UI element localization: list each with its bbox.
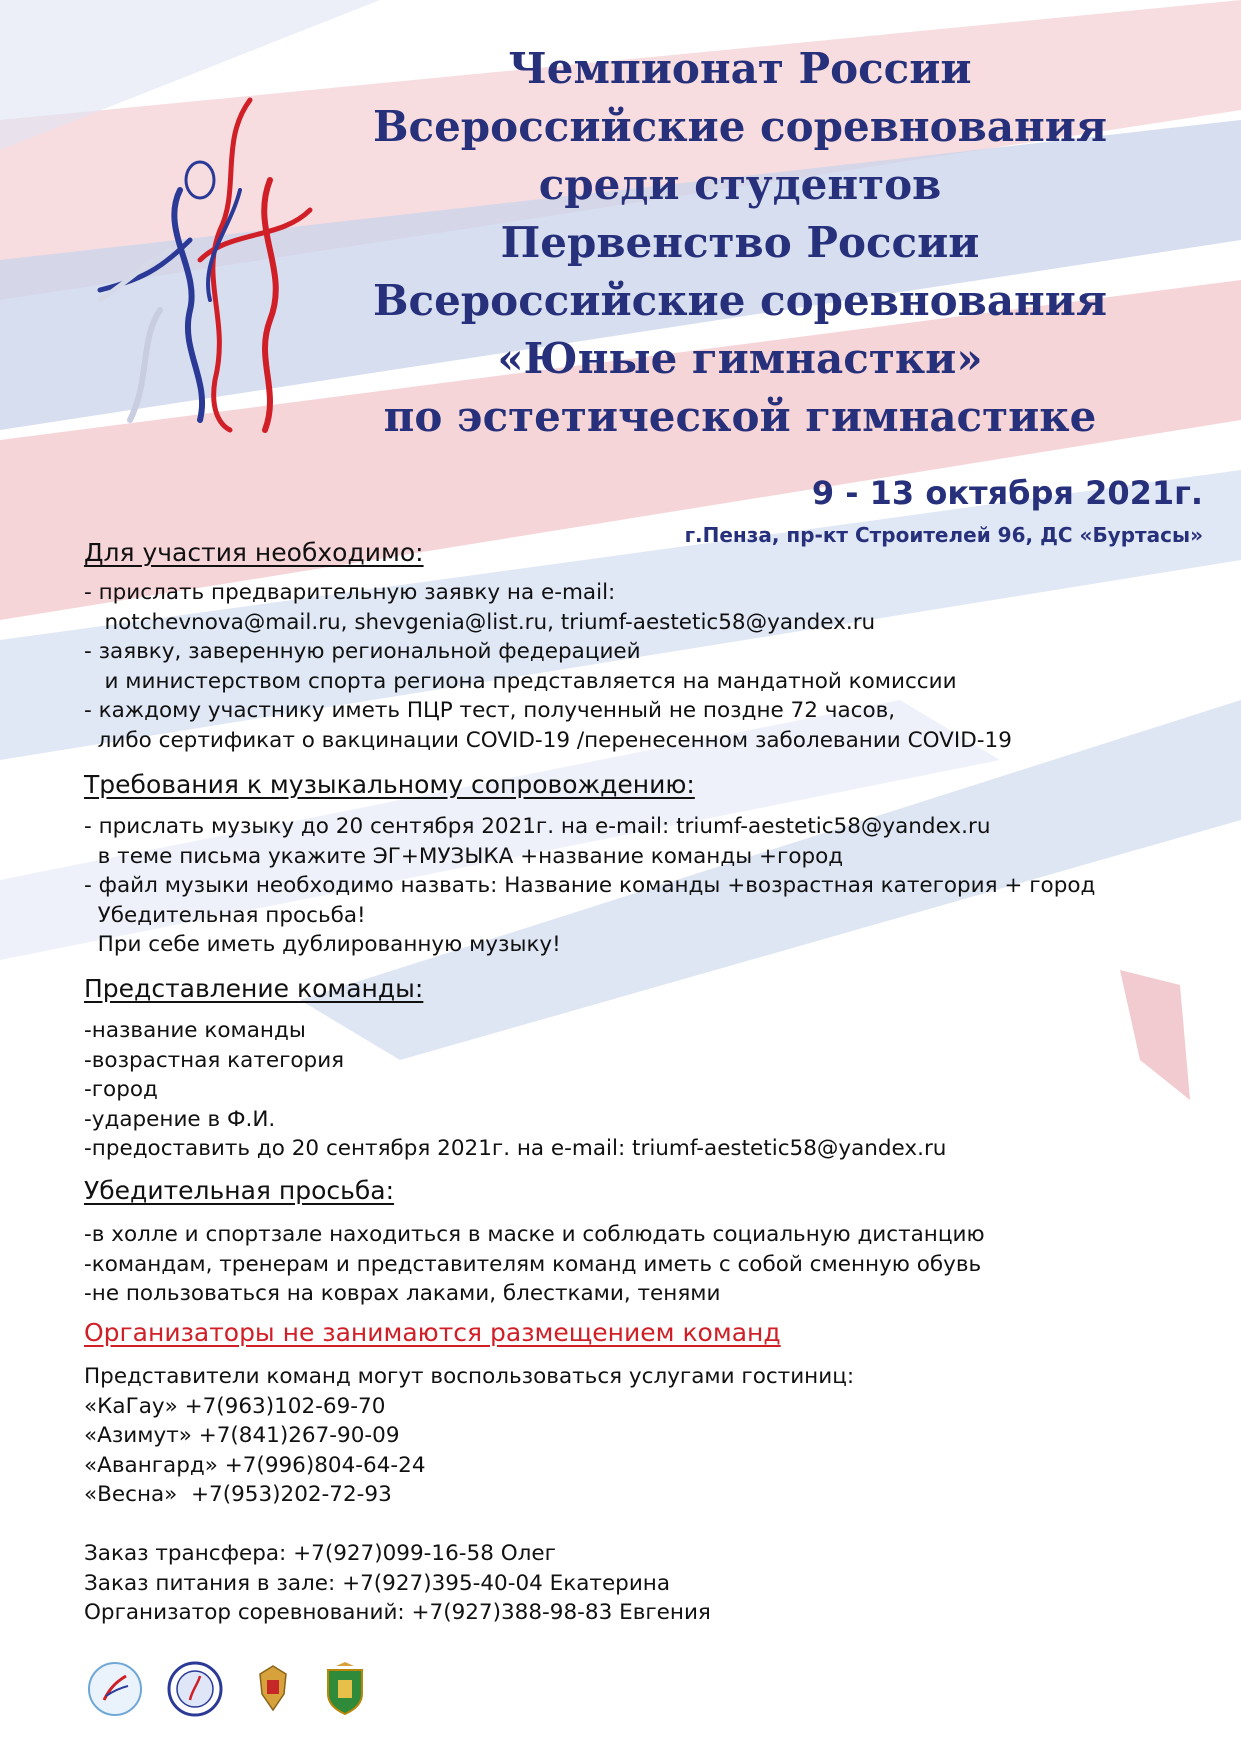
- list-item: - прислать предварительную заявку на e-mail:: [84, 580, 616, 605]
- list-item: Организатор соревнований: +7(927)388-98-83 Евгения: [84, 1600, 711, 1625]
- list-item: Заказ трансфера: +7(927)099-16-58 Олег: [84, 1541, 556, 1566]
- event-dates: 9 - 13 октября 2021г.: [811, 474, 1203, 512]
- list-item: в теме письма укажите ЭГ+МУЗЫКА +название команды +город: [84, 843, 844, 869]
- event-title: [330, 40, 1150, 446]
- list-item: либо сертификат о вакцинации COVID-19 /перенесенном заболевании COVID-19: [84, 727, 1012, 753]
- list-item: - каждому участнику иметь ПЦР тест, полученный не поздне 72 часов,: [84, 698, 896, 723]
- title-line: «Юные гимнастки»: [497, 334, 983, 383]
- list-item: «Весна» +7(953)202-72-93: [84, 1482, 392, 1507]
- list-item: При себе иметь дублированную музыку!: [84, 932, 561, 957]
- list-item: - прислать музыку до 20 сентября 2021г. на e-mail: triumf-aestetic58@yandex.ru: [84, 814, 991, 839]
- organizers-list: [84, 1362, 854, 1628]
- title-line: Первенство России: [500, 218, 980, 267]
- penza-coat-of-arms: [316, 1660, 374, 1718]
- music-list: [84, 812, 1095, 960]
- list-item: - файл музыки необходимо назвать: Название команды +возрастная категория + город: [84, 873, 1096, 898]
- organizers-heading: Организаторы не занимаются размещением команд: [84, 1318, 781, 1347]
- list-item: «Авангард» +7(996)804-64-24: [84, 1452, 426, 1478]
- list-item: -в холле и спортзале находиться в маске и соблюдать социальную дистанцию: [84, 1222, 985, 1247]
- ministry-emblem: [244, 1660, 302, 1718]
- list-item: «КаГау» +7(963)102-69-70: [84, 1393, 386, 1419]
- list-item: Убедительная просьба!: [84, 902, 366, 928]
- event-venue: г.Пенза, пр-кт Строителей 96, ДС «Буртасы»: [684, 523, 1203, 547]
- title-line: среди студентов: [538, 160, 942, 209]
- title-line: Всероссийские соревнования: [373, 102, 1107, 151]
- title-line: Чемпионат России: [508, 44, 972, 93]
- list-item: -название команды: [84, 1018, 306, 1043]
- list-item: и министерством спорта региона представляется на мандатной комиссии: [84, 668, 957, 694]
- request-list: [84, 1220, 985, 1309]
- gymnast-figure-logo: [40, 80, 330, 440]
- team-list: [84, 1016, 946, 1164]
- list-item: «Азимут» +7(841)267-90-09: [84, 1423, 400, 1448]
- list-item: -ударение в Ф.И.: [84, 1106, 276, 1132]
- university-sport-logo: [166, 1660, 224, 1718]
- list-item: Заказ питания в зале: +7(927)395-40-04 Екатерина: [84, 1570, 671, 1596]
- list-item: -город: [84, 1077, 158, 1102]
- list-item: notchevnova@mail.ru, shevgenia@list.ru, triumf-aestetic58@yandex.ru: [84, 609, 876, 635]
- list-item: [84, 1510, 854, 1540]
- list-item: - заявку, заверенную региональной федерацией: [84, 639, 641, 664]
- team-heading: Представление команды:: [84, 974, 424, 1003]
- federation-logo: [86, 1660, 144, 1718]
- participation-heading: Для участия необходимо:: [84, 538, 424, 567]
- sponsor-logos: [86, 1660, 386, 1720]
- participation-list: [84, 578, 1012, 755]
- list-item: Представители команд могут воспользоваться услугами гостиниц:: [84, 1364, 855, 1389]
- title-line: по эстетической гимнастике: [383, 392, 1097, 441]
- music-heading: Требования к музыкальному сопровождению:: [84, 770, 695, 799]
- request-heading: Убедительная просьба:: [84, 1176, 395, 1205]
- list-item: -возрастная категория: [84, 1047, 345, 1073]
- list-item: -не пользоваться на коврах лаками, блестками, тенями: [84, 1281, 721, 1306]
- title-line: Всероссийские соревнования: [373, 276, 1107, 325]
- list-item: -командам, тренерам и представителям команд иметь с собой сменную обувь: [84, 1251, 982, 1277]
- list-item: -предоставить до 20 сентября 2021г. на e-mail: triumf-aestetic58@yandex.ru: [84, 1136, 947, 1161]
